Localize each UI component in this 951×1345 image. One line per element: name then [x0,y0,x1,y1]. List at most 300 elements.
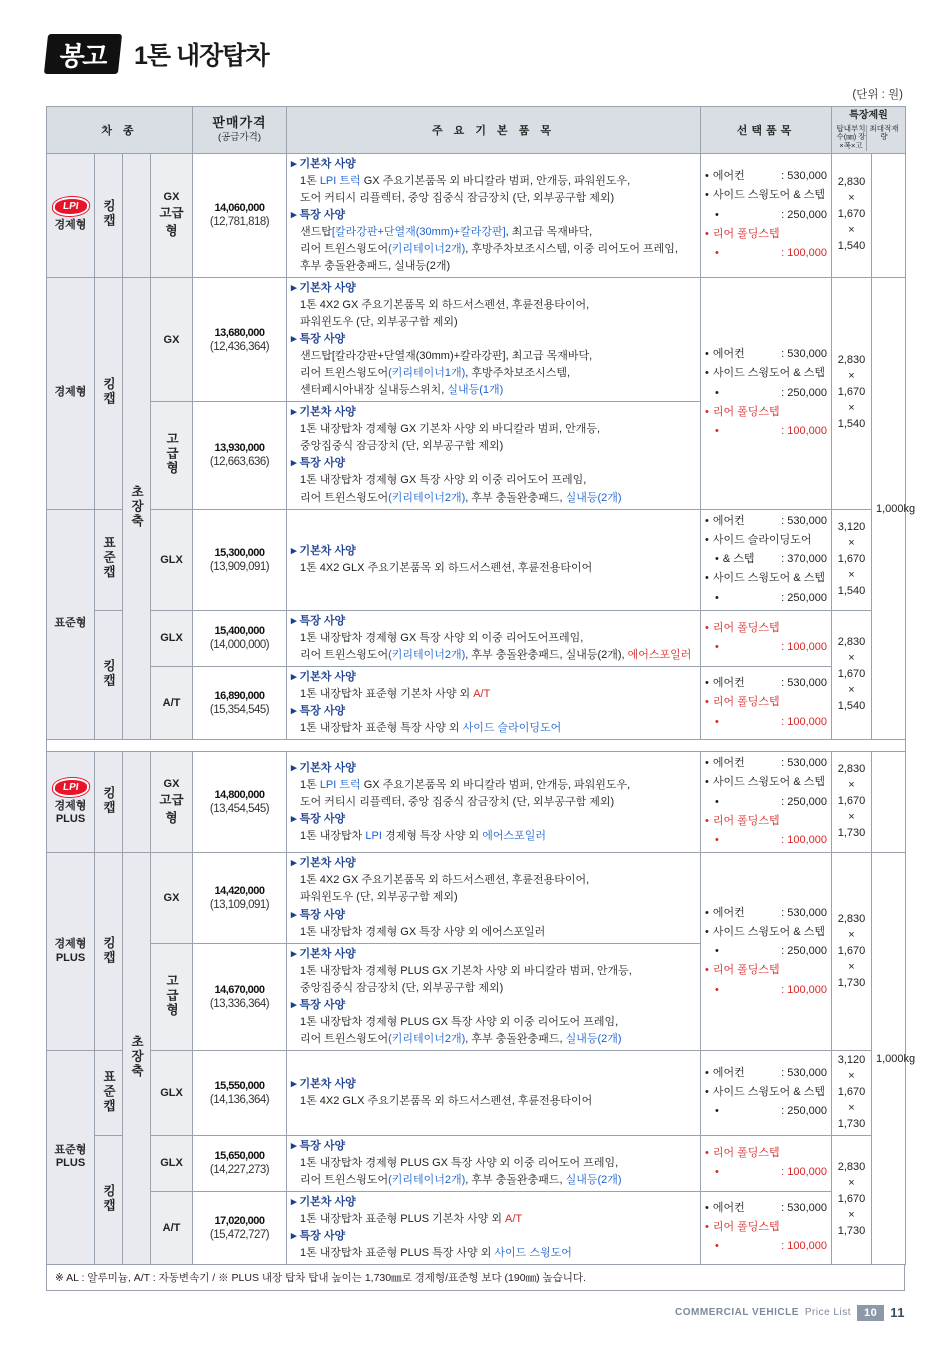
supply-price: (13,109,091) [209,899,270,911]
dim-value: 1,540 [837,584,866,597]
spec-cell [287,666,701,739]
spec-line: 리어 트윈스윙도어(키리테이너2개), 후부 충돌완충패드, 실내등(2개) [300,1173,622,1186]
price-value: 14,800,000 [214,789,265,802]
table-body [47,153,916,1264]
option-row [705,674,827,693]
dim-value: × [848,370,855,383]
dim-value: 1,670 [837,386,866,399]
vertical-label-cell [123,853,151,1265]
table-row [47,153,906,277]
option-label: • 사이드 스윙도어 & 스텝 [705,923,825,942]
spec-line: 1톤 LPI 트럭 GX 주요기본품목 외 바디칼라 범퍼, 안개등, 파워윈도우, [300,174,631,187]
vehicle-type-label: 경제형 PLUS [54,937,87,964]
option-row [705,1237,827,1256]
option-row [705,225,827,244]
option-cell [701,1050,832,1135]
spec-line: 리어 트윈스윙도어(키리테이너2개), 후부 충돌완충패드, 실내등(2개) [300,1032,622,1045]
option-label: • 에어컨 [705,754,745,773]
price-value: 15,300,000 [214,546,265,559]
spec-line: 리어 트윈스윙도어(키리테이너2개), 후방주차보조시스템, 이중 리어도어 프레임, [300,242,678,255]
dim-value: 2,830 [837,636,866,649]
vehicle-type-label: 경제형 PLUS [54,799,87,826]
option-value: : 100,000 [781,425,827,438]
option-row [705,1144,827,1163]
option-row [705,1218,827,1237]
vertical-label: 표준캡 [101,1069,116,1113]
option-label: • 리어 폴딩스텝 [705,403,780,422]
dims-cell [832,153,872,277]
spec-line: 도어 커티시 리플렉터, 중앙 집중식 잠금장치 (단, 외부공구함 제외) [300,191,615,204]
option-value: : 100,000 [781,983,827,996]
vehicle-type-label: 경제형 [54,219,87,232]
spec-line: 1톤 내장탑차 경제형 PLUS GX 기본차 사양 외 바디칼라 범퍼, 안개등, [300,964,632,977]
price-cell [193,1135,287,1191]
dim-value: 3,120 [837,1053,866,1066]
dim-value: × [848,1176,855,1189]
spec-line: 1톤 4X2 GX 주요기본품목 외 하드서스펜션, 후륜전용타이어, [300,874,590,887]
spec-line: 1톤 내장탑차 경제형 GX 기본차 사양 외 바디칼라 범퍼, 안개등, [300,423,601,436]
grade-sublabel: 고급형 [159,206,184,239]
grade-cell [151,610,193,666]
grade-cell [151,752,193,853]
spec-heading: ▸ 특장 사양 [291,1138,696,1155]
dim-value: × [848,568,855,581]
option-row [705,589,827,608]
table-row [47,1191,906,1264]
grade-label: A/T [162,1221,181,1234]
dims-cell [832,509,872,610]
payload-cell [872,752,906,853]
spec-cell [287,752,701,853]
page-title: 1톤 내장탑차 [134,42,269,70]
option-row [705,1064,827,1083]
vehicle-type-cell [47,853,95,1051]
supply-price: (15,472,727) [209,1228,270,1241]
option-label [705,793,723,812]
option-label: • 에어컨 [705,1064,745,1083]
spec-heading: ▸ 기본차 사양 [291,280,696,297]
option-label: • 리어 폴딩스텝 [705,1218,780,1237]
price-cell [193,752,287,853]
option-label: • 리어 폴딩스텝 [705,619,780,638]
option-label: • 에어컨 [705,512,745,531]
grade-cell [151,853,193,943]
price-cell [193,853,287,943]
option-value: : 250,000 [781,591,827,604]
dim-value: × [848,1101,855,1114]
grade-label: GLX [160,553,183,566]
dim-value: 1,670 [837,1085,866,1098]
vertical-label: 킹캡 [101,199,116,229]
option-label [705,713,723,732]
option-value: : 100,000 [781,1240,827,1253]
price-cell [193,1191,287,1264]
price-value: 15,400,000 [214,625,265,638]
option-label: • 사이드 스윙도어 & 스텝 [705,186,825,205]
table-row [47,610,906,666]
grade-cell [151,509,193,610]
spec-line: 후부 충돌완충패드, 실내등(2개) [300,259,451,272]
option-row [705,831,827,850]
vertical-label-cell [95,153,123,277]
dims-cell [832,1135,872,1264]
dim-value: 2,830 [837,912,866,925]
spec-heading: ▸ 특장 사양 [291,207,696,224]
price-table [46,106,916,1265]
vertical-label: 표준캡 [101,536,116,580]
page-footer [46,1305,905,1321]
option-row [705,754,827,773]
vertical-label-cell [123,277,151,739]
grade-cell [151,666,193,739]
dim-value: × [848,960,855,973]
price-cell [193,509,287,610]
option-label: • 리어 폴딩스텝 [705,225,780,244]
supply-price: (12,436,364) [209,340,270,353]
header-body-spec [832,107,906,154]
dim-value: × [848,811,855,824]
option-label: • & 스텝 [705,550,755,569]
option-row [705,364,827,383]
price-value: 14,420,000 [214,885,265,897]
option-row [705,773,827,792]
spec-line: 1톤 4X2 GX 주요기본품목 외 하드서스펜션, 후륜전용타이어, [300,299,590,311]
option-value: : 100,000 [781,641,827,654]
option-value: : 530,000 [781,906,827,919]
vertical-label-cell [95,1135,123,1264]
dim-value: 2,830 [837,354,866,367]
dim-value: 2,830 [837,763,866,776]
footnote: ※ AL : 알루미늄, A/T : 자동변속기 / ※ PLUS 내장 탑차 탑내 높이는 1,730㎜로 경제형/표준형 보다 (190㎜) 높습니다. [46,1265,905,1291]
dim-value: 1,730 [837,976,866,989]
option-label [705,206,723,225]
spec-line: 1톤 LPI 트럭 GX 주요기본품목 외 바디칼라 범퍼, 안개등, 파워윈도우, [300,778,631,791]
dim-value: 1,730 [837,827,866,840]
option-label: • 사이드 스윙도어 & 스텝 [705,569,825,588]
table-row [47,666,906,739]
option-row [705,422,827,441]
spec-cell [287,509,701,610]
supply-price: (14,136,364) [209,1093,270,1106]
option-row [705,1102,827,1121]
dim-value: 1,540 [837,240,866,253]
vertical-label: 킹캡 [101,377,116,407]
option-label: • 리어 폴딩스텝 [705,1144,780,1163]
spec-heading: ▸ 특장 사양 [291,997,696,1014]
option-cell [701,277,832,509]
option-row [705,942,827,961]
option-label: • 사이드 스윙도어 & 스텝 [705,364,825,383]
vehicle-type-cell [47,277,95,509]
spec-heading: ▸ 특장 사양 [291,455,696,472]
spec-line: 센터페시아내장 실내등스위치, 실내등(1개) [300,384,504,397]
dim-value: × [848,652,855,665]
spec-cell [287,402,701,509]
spec-cell [287,943,701,1050]
spec-heading: ▸ 기본차 사양 [291,760,696,777]
vehicle-type-cell [47,153,95,277]
dims-cell [832,1050,872,1135]
price-cell [193,610,287,666]
vertical-label-cell [95,1050,123,1135]
option-row [705,167,827,186]
table-row [47,1050,906,1135]
option-label: • 에어컨 [705,167,745,186]
price-cell [193,1050,287,1135]
grade-label: GLX [160,632,183,645]
option-row [705,619,827,638]
grade-label: GLX [160,1086,183,1099]
dims-cell [832,853,872,1051]
supply-price: (13,909,091) [209,560,270,573]
option-value: : 250,000 [781,1105,827,1118]
section-gap [47,740,906,752]
option-row [705,961,827,980]
option-value: : 530,000 [781,1066,827,1079]
header-price-small: (공급가격) [217,132,262,144]
header-options: 선택품목 [701,107,832,154]
dim-value: 1,540 [837,699,866,712]
table-row [47,853,906,943]
grade-label: GX [163,778,180,791]
spec-cell [287,610,701,666]
option-value: : 250,000 [781,795,827,808]
grade-label: GLX [160,1157,183,1170]
option-label [705,589,723,608]
axle-cell-empty [123,153,151,277]
header-price-big: 판매가격 [212,114,267,130]
supply-price: (12,781,818) [209,216,270,229]
option-value: : 250,000 [781,945,827,958]
table-row [47,752,906,853]
price-cell [193,666,287,739]
header-main-items: 주 요 기 본 품 목 [287,107,701,154]
dim-value: 1,670 [837,208,866,221]
spec-heading: ▸ 기본차 사양 [291,1076,696,1093]
option-label: • 사이드 스윙도어 & 스텝 [705,773,825,792]
option-label: • 리어 폴딩스텝 [705,961,780,980]
spec-line: 샌드탑[칼라강판+단열재(30mm)+칼라강판], 최고급 목재바닥, [300,225,593,238]
dim-value: × [848,192,855,205]
vehicle-type-label: 경제형 [54,386,87,399]
table-row [47,277,906,401]
option-row [705,981,827,1000]
option-value: : 100,000 [781,715,827,728]
option-row [705,904,827,923]
spec-line: 1톤 4X2 GLX 주요기본품목 외 하드서스펜션, 후륜전용타이어 [300,561,593,574]
header-body-spec-label: 특장제원 [849,110,888,121]
dim-value: × [848,1069,855,1082]
option-row [705,1083,827,1102]
option-value: : 100,000 [781,247,827,260]
option-row [705,638,827,657]
payload-cell: 1,000kg [872,277,906,739]
dims-cell [832,610,872,739]
vertical-label-cell [95,752,123,853]
option-row [705,1199,827,1218]
supply-price: (14,227,273) [209,1164,270,1177]
supply-price: (15,354,545) [209,704,270,717]
grade-cell [151,277,193,401]
grade-cell [151,402,193,509]
option-row [705,713,827,732]
spec-line: 리어 트윈스윙도어(키리테이너2개), 후부 충돌완충패드, 실내등(2개) [300,491,622,504]
option-label: • 에어컨 [705,345,745,364]
vertical-label: 킹캡 [101,786,116,816]
table-row [47,509,906,610]
option-label [705,1237,723,1256]
dim-value: 2,830 [837,176,866,189]
spec-line: 1톤 내장탑차 경제형 PLUS GX 특장 사양 외 이중 리어도어 프레임, [300,1156,619,1169]
dim-value: 3,120 [837,520,866,533]
spec-cell [287,1050,701,1135]
option-value: : 530,000 [781,348,827,361]
price-value: 15,550,000 [214,1079,265,1092]
spec-line: 1톤 내장탑차 경제형 GX 특장 사양 외 에어스포일러 [300,925,546,938]
vertical-label-cell [95,509,123,610]
option-label: • 에어컨 [705,904,745,923]
dim-value: 1,670 [837,944,866,957]
option-value: : 250,000 [781,386,827,399]
grade-cell [151,1135,193,1191]
option-value: : 370,000 [781,553,827,566]
spec-cell [287,1191,701,1264]
spec-line: 1톤 내장탑차 표준형 기본차 사양 외 A/T [300,688,491,700]
vehicle-type-label: 표준형 PLUS [54,1143,87,1170]
page-number-right: 11 [890,1305,905,1321]
grade-label: GX [163,333,180,346]
spec-line: 1톤 내장탑차 경제형 GX 특장 사양 외 이중 리어도어프레임, [300,631,584,644]
option-cell [701,1135,832,1191]
option-row [705,186,827,205]
option-label: • 리어 폴딩스텝 [705,812,780,831]
option-label: • 리어 폴딩스텝 [705,693,780,712]
vehicle-type-label: 표준형 [54,617,87,630]
vertical-label-cell [95,853,123,1051]
spec-line: 1톤 내장탑차 표준형 특장 사양 외 사이드 슬라이딩도어 [300,722,562,735]
dim-value: 1,540 [837,418,866,431]
dim-value: 1,730 [837,1117,866,1130]
price-value: 14,670,000 [214,983,265,996]
option-value: : 530,000 [781,170,827,183]
grade-label: GX [163,191,180,204]
spec-cell [287,1135,701,1191]
option-row [705,244,827,263]
header-price [193,107,287,154]
option-row [705,206,827,225]
option-label [705,384,723,403]
document-header [46,26,905,82]
price-value: 13,680,000 [214,326,265,339]
header-vehicle-type: 차 종 [47,107,193,154]
spec-line: 1톤 내장탑차 표준형 PLUS 특장 사양 외 사이드 스윙도어 [300,1246,572,1259]
option-label: • 에어컨 [705,674,745,693]
spec-heading: ▸ 기본차 사양 [291,669,696,686]
spec-heading: ▸ 기본차 사양 [291,1194,696,1211]
option-row [705,793,827,812]
supply-price: (12,663,636) [209,456,270,469]
grade-cell [151,943,193,1050]
option-cell [701,666,832,739]
spec-line: 중앙집중식 잠금장치 (단, 외부공구함 제외) [300,981,504,994]
dim-value: × [848,402,855,415]
spec-line: 도어 커티시 리플렉터, 중앙 집중식 잠금장치 (단, 외부공구함 제외) [300,795,615,808]
spec-cell [287,277,701,401]
option-label [705,638,723,657]
footer-label: Price List [804,1307,851,1319]
lpi-badge: LPI [51,197,89,216]
dim-value: × [848,224,855,237]
dim-value: 1,730 [837,1224,866,1237]
option-row [705,550,827,569]
bongo-logo: 봉고 [44,34,122,74]
vehicle-type-cell [47,1050,95,1264]
option-row [705,384,827,403]
option-label: • 에어컨 [705,1199,745,1218]
supply-price: (13,336,364) [209,997,270,1010]
spec-line: 1톤 내장탑차 표준형 PLUS 기본차 사양 외 A/T [300,1212,523,1225]
price-value: 16,890,000 [214,690,265,703]
price-value: 15,650,000 [214,1150,265,1163]
spec-line: 1톤 내장탑차 LPI 경제형 특장 사양 외 에어스포일러 [300,829,546,842]
option-value: : 250,000 [781,208,827,221]
spec-line: 리어 트윈스윙도어(키리테이너1개), 후방주차보조시스템, [300,367,571,380]
payload-cell: 1,000kg [872,853,906,1265]
spec-heading: ▸ 기본차 사양 [291,404,696,421]
vertical-label-cell [95,277,123,509]
option-row [705,403,827,422]
option-label [705,981,723,1000]
dim-value: 1,670 [837,795,866,808]
spec-cell [287,853,701,943]
option-label [705,244,723,263]
grade-cell [151,1191,193,1264]
vertical-label: 초장축 [129,485,144,529]
price-value: 17,020,000 [214,1214,265,1227]
spec-line: 파워윈도우 (단, 외부공구함 제외) [300,891,458,904]
vehicle-type-cell [47,509,95,740]
price-cell [193,943,287,1050]
vertical-label: 킹캡 [101,1183,116,1213]
grade-label: 고급형 [164,432,179,476]
dim-value: 2,830 [837,1160,866,1173]
option-row [705,512,827,531]
spec-heading: ▸ 특장 사양 [291,1228,696,1245]
grade-cell [151,1050,193,1135]
dim-value: × [848,536,855,549]
spec-line: 파워윈도우 (단, 외부공구함 제외) [300,316,458,329]
option-label [705,1163,723,1182]
dim-value: × [848,1208,855,1221]
supply-price: (14,000,000) [209,639,270,652]
spec-heading: ▸ 특장 사양 [291,613,696,630]
option-cell [701,153,832,277]
unit-note: (단위 : 원) [852,89,903,101]
grade-cell [151,153,193,277]
page-number-left: 10 [857,1305,884,1321]
spec-heading: ▸ 특장 사양 [291,331,696,348]
price-value: 14,060,000 [214,202,265,215]
footer-brand: COMMERCIAL VEHICLE [675,1307,799,1319]
spec-heading: ▸ 특장 사양 [291,703,696,720]
dims-cell [832,752,872,853]
spec-heading: ▸ 기본차 사양 [291,946,696,963]
option-row [705,531,827,550]
option-label [705,942,723,961]
spec-heading: ▸ 특장 사양 [291,811,696,828]
vertical-label: 킹캡 [101,935,116,965]
spec-line: 1톤 내장탑차 경제형 PLUS GX 특장 사양 외 이중 리어도어 프레임, [300,1015,619,1028]
